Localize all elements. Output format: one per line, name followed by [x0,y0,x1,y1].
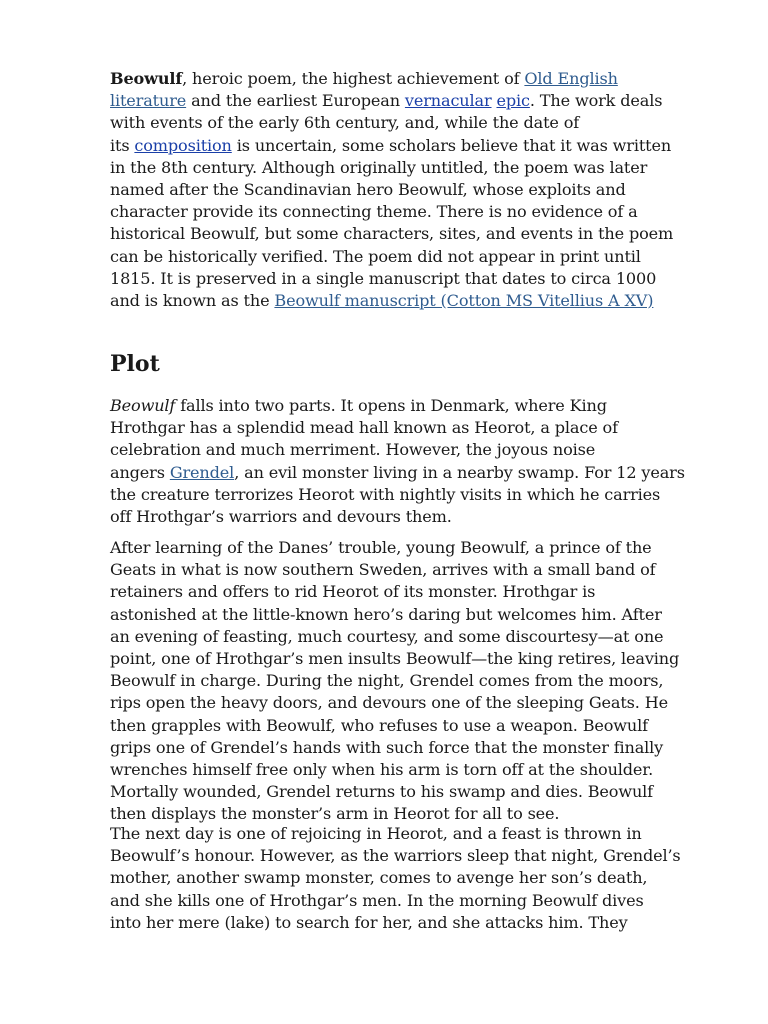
plot3-line: mother, another swamp monster, comes to avenge her son’s death, [110,868,648,888]
intro-paragraph [110,68,710,312]
plot2-line: then displays the monster’s arm in Heorot for all to see. [110,804,560,824]
plot2-line: rips open the heavy doors, and devours one of the sleeping Geats. He [110,693,668,713]
link-old-english-literature[interactable]: Old English [524,69,618,88]
plot3-line: and she kills one of Hrothgar’s men. In the morning Beowulf dives [110,890,644,910]
text-span: . The work deals [529,91,663,111]
plot-paragraph-1 [110,395,710,528]
text-span: its [110,135,135,155]
plot2-line: Geats in what is now southern Sweden, arrives with a small band of [110,560,656,580]
plot3-line: into her mere (lake) to search for her, and she attacks him. They [110,912,628,932]
intro-line [110,290,710,312]
text-span: and is known as the [110,291,275,311]
link-grendel[interactable]: Grendel [169,462,235,482]
plot1-line: celebration and much merriment. However, the joyous noise [110,440,596,460]
link-composition[interactable]: composition [134,135,232,155]
intro-line: 1815. It is preserved in a single manuscript that dates to circa 1000 [110,268,657,288]
plot1-line [110,395,710,417]
plot1-line: the creature terrorizes Heorot with nightly visits in which he carries [110,484,661,504]
plot2-line: grips one of Grendel’s hands with such force that the monster finally [110,737,664,757]
intro-line [110,68,710,90]
plot2-line: an evening of feasting, much courtesy, and some discourtesy—at one [110,626,664,646]
plot1-line: Hrothgar has a splendid mead hall known as Heorot, a place of [110,418,618,438]
intro-line: in the 8th century. Although originally untitled, the poem was later [110,157,648,177]
text-span: angers [110,462,170,482]
intro-line [110,90,710,112]
plot-paragraph-2 [110,537,710,826]
plot3-line: The next day is one of rejoicing in Heorot, and a feast is thrown in [110,824,642,843]
text-span: , heroic poem, the highest achievement of [182,69,525,88]
plot1-line: off Hrothgar’s warriors and devours them. [110,507,452,527]
plot2-line: then grapples with Beowulf, who refuses to use a weapon. Beowulf [110,715,648,735]
plot2-line: Beowulf in charge. During the night, Grendel comes from the moors, [110,671,664,691]
plot2-line: Mortally wounded, Grendel returns to his swamp and dies. Beowulf [110,782,653,802]
link-epic[interactable]: epic [496,91,530,111]
plot-paragraph-3 [110,823,710,934]
term-beowulf-italic: Beowulf [110,396,176,415]
text-span: is uncertain, some scholars believe that it was written [231,135,672,155]
intro-line: character provide its connecting theme. There is no evidence of a [110,202,638,222]
term-beowulf: Beowulf [110,69,183,88]
text-span: , an evil monster living in a nearby swamp. For 12 years [234,462,685,482]
plot2-line: After learning of the Danes’ trouble, young Beowulf, a prince of the [110,538,652,557]
plot3-line: Beowulf’s honour. However, as the warriors sleep that night, Grendel’s [110,846,681,866]
link-beowulf-manuscript[interactable]: Beowulf manuscript (Cotton MS Vitellius A XV) [274,291,654,311]
plot1-line [110,462,710,484]
intro-line: named after the Scandinavian hero Beowulf, whose exploits and [110,180,626,200]
section-heading-plot: Plot [110,351,160,377]
intro-line: can be historically verified. The poem did not appear in print until [110,246,641,266]
plot2-line: retainers and offers to rid Heorot of its monster. Hrothgar is [110,582,596,602]
intro-line [110,135,710,157]
plot2-line: wrenches himself free only when his arm is torn off at the shoulder. [110,760,654,780]
plot2-line: point, one of Hrothgar’s men insults Beowulf—the king retires, leaving [110,649,680,669]
link-old-english-literature-cont[interactable]: literature [110,91,187,111]
intro-line: historical Beowulf, but some characters, sites, and events in the poem [110,224,674,244]
text-span: falls into two parts. It opens in Denmark, where King [175,396,607,415]
plot2-line: astonished at the little-known hero’s daring but welcomes him. After [110,604,662,624]
text-span: and the earliest European [186,91,405,111]
intro-line: with events of the early 6th century, and, while the date of [110,113,580,133]
link-vernacular[interactable]: vernacular [404,91,492,111]
